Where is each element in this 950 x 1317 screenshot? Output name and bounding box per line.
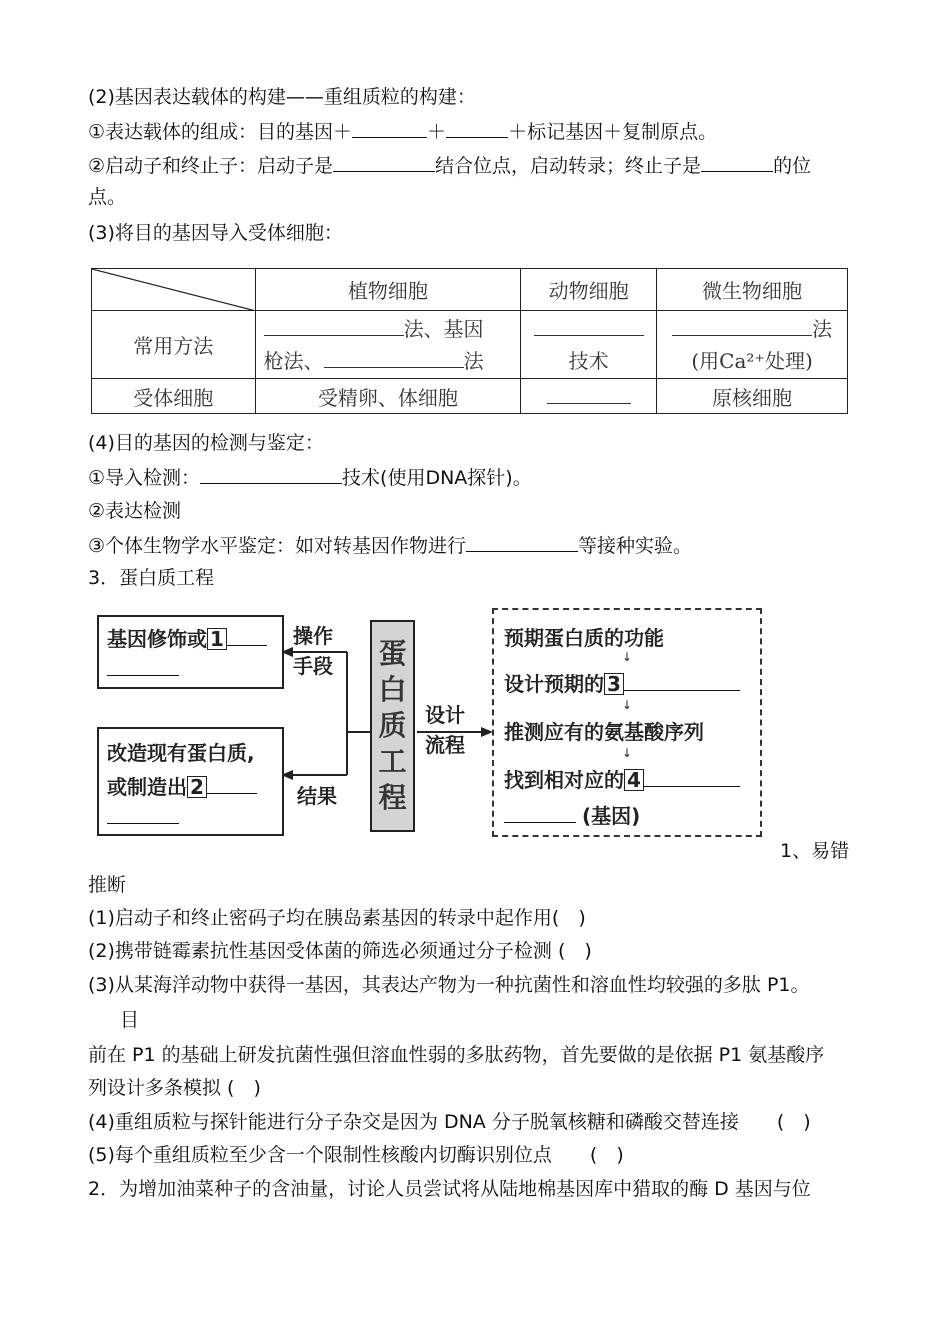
flow-step-function: 预期蛋白质的功能 [504,626,664,650]
down-arrow-icon: ↓ [622,650,633,664]
text: 的位 [773,155,812,177]
text: (基因) [582,804,641,828]
text: 质 [378,709,407,742]
blank-number: 4 [624,769,644,791]
section2-item2-cont: 点。 [88,186,127,208]
flow-step-gene [504,800,640,829]
fill-blank[interactable] [547,383,631,404]
fill-blank[interactable] [352,119,427,138]
section4-item2: ②表达检测 [88,500,182,522]
protein-engineering-core [370,620,415,832]
header-plant: 植物细胞 [255,269,521,311]
fill-blank[interactable] [207,775,257,794]
section4-heading: (4)目的基因的检测与鉴定： [88,432,324,454]
text: 工 [378,745,407,778]
fill-blank[interactable] [264,315,404,336]
animal-receptor-cell [521,379,657,414]
question-6: 2．为增加油菜种子的含油量，讨论人员尝试将从陆地棉基因库中猎取的酶 D 基因与位 [88,1178,811,1200]
animal-method-cell [521,311,657,379]
fill-blank[interactable] [333,153,435,172]
fill-blank[interactable] [624,672,740,691]
text: ③个体生物学水平鉴定：如对转基因作物进行 [88,535,467,557]
label-means [293,621,333,681]
text: 枪法、 [263,348,324,373]
text: 结合位点，启动转录；终止子是 [435,155,702,177]
question-3: (3)从某海洋动物中获得一基因，其表达产物为一种抗菌性和溶血性均较强的多肽 P1。 [88,974,810,996]
text: 技术 [568,348,609,373]
text: 基因修饰或 [107,627,207,651]
text: 等接种实验。 [578,535,693,557]
fill-blank[interactable] [504,804,576,823]
text: 流程 [425,733,465,757]
diagonal-line [92,269,256,311]
fill-blank[interactable] [466,533,578,552]
plant-receptor: 受精卵、体细胞 [255,379,521,414]
fill-blank[interactable] [107,805,179,824]
text: ＋标记基因＋复制原点。 [508,121,718,143]
fill-blank[interactable] [701,153,773,172]
section4-item3 [88,533,692,558]
text: 白 [378,673,407,706]
question-4: (4)重组质粒与探针能进行分子杂交是因为 DNA 分子脱氧核糖和磷酸交替连接 ( ) [88,1111,811,1133]
fill-blank[interactable] [200,465,342,484]
judge-heading-head: 推断 [88,874,127,896]
text: 技术(使用DNA探针)。 [342,467,532,489]
text: 操作 [293,624,333,648]
text: 程 [378,781,407,814]
question-3-cont: 目 [120,1009,140,1031]
fill-blank[interactable] [107,657,179,676]
fill-blank[interactable] [227,627,267,646]
fill-blank[interactable] [672,315,812,336]
flow-step-sequence: 推测应有的氨基酸序列 [504,720,704,744]
text: 法 [463,348,484,373]
text: ②启动子和终止子：启动子是 [88,155,334,177]
question-3-cont: 列设计多条模拟 ( ) [88,1077,261,1099]
microbe-method-cell [657,311,848,379]
text: 法、基因 [403,316,484,341]
label-design [425,700,465,760]
text: ＋ [427,121,447,143]
text: 蛋 [378,637,407,670]
question-1: (1)启动子和终止密码子均在胰岛素基因的转录中起作用( ) [88,907,586,929]
header-animal: 动物细胞 [521,269,657,311]
question-2: (2)携带链霉素抗性基因受体菌的筛选必须通过分子检测 ( ) [88,940,592,962]
down-arrow-icon: ↓ [622,746,633,760]
blank-number: 1 [207,628,227,650]
fill-blank[interactable] [446,119,508,138]
text: 手段 [293,654,333,678]
text: 设计预期的 [504,672,604,696]
blank-number: 2 [187,776,207,798]
text: ①导入检测： [88,467,201,489]
row-label-method: 常用方法 [92,311,256,379]
flow-step-design [504,668,740,697]
text: 设计 [425,703,465,727]
text: 或制造出 [107,775,187,799]
label-result: 结果 [297,784,337,808]
plant-method-cell [255,311,521,379]
judge-heading-tail: 1、易错 [780,840,850,862]
text: 法 [812,316,833,341]
blank-number: 3 [604,673,624,695]
section2-heading: (2)基因表达载体的构建——重组质粒的构建： [88,86,476,108]
text: (用Ca²⁺处理) [691,348,813,373]
gene-modification-box [97,615,284,689]
text: 改造现有蛋白质, [107,741,255,765]
down-arrow-icon: ↓ [622,698,633,712]
diagonal-header-cell [92,269,256,311]
text: ①表达载体的组成：目的基因＋ [88,121,353,143]
protein-engineering-diagram [95,605,775,840]
fill-blank[interactable] [644,768,740,787]
result-box [97,727,284,836]
section2-item1 [88,119,717,144]
header-microbe: 微生物细胞 [657,269,848,311]
section3-heading: (3)将目的基因导入受体细胞： [88,222,343,244]
protein-engineering-title: 3．蛋白质工程 [88,567,215,589]
flow-step-find [504,764,740,793]
design-flow-box [492,608,762,837]
text: 找到相对应的 [504,768,624,792]
fill-blank[interactable] [534,315,644,336]
question-5: (5)每个重组质粒至少含一个限制性核酸内切酶识别位点 ( ) [88,1144,624,1166]
question-3-cont: 前在 P1 的基础上研发抗菌性强但溶血性弱的多肽药物，首先要做的是依据 P1 氨基酸序 [88,1044,825,1066]
section4-item1 [88,465,532,490]
row-label-receptor: 受体细胞 [92,379,256,414]
section2-item2 [88,153,811,178]
fill-blank[interactable] [324,347,464,368]
microbe-receptor: 原核细胞 [657,379,848,414]
transfer-methods-table [91,268,848,414]
